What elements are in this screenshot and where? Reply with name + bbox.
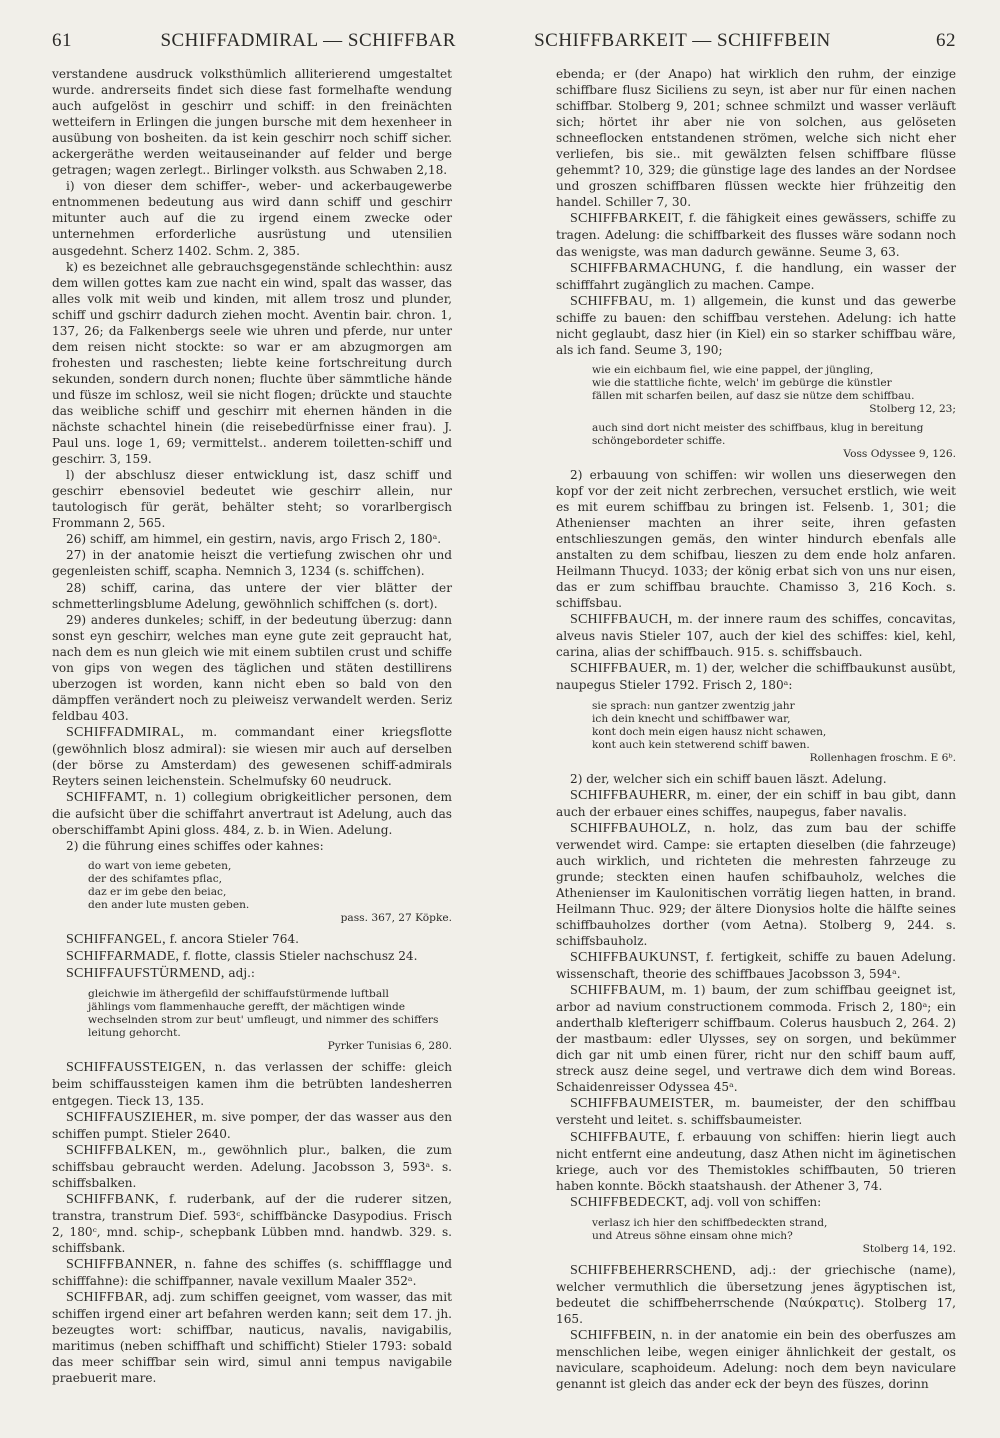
headword: SCHIFFBARKEIT,	[570, 211, 684, 227]
headword: SCHIFFBEIN,	[570, 1327, 656, 1343]
right-column	[556, 66, 956, 1392]
headword: SCHIFFBALKEN,	[66, 1142, 177, 1158]
quotation-line: fällen mit scharfen beilen, auf dasz sie nütze dem schiffbau.	[592, 389, 915, 402]
quotation-line: wie die stattliche fichte, welch' im gebürge die künstler	[592, 376, 892, 389]
headword: SCHIFFAUSSTEIGEN,	[66, 1060, 206, 1076]
entry-text: k) es bezeichnet alle gebrauchsgegenstände schlechthin: ausz dem willen gottes kam zue nacht ein wind, spalt das wasser, das alles volk mit weib und kinden, mit allem trosz und plunder, schiff und gschirr dadurch ziehen mocht. Aventin bair. chron. 1, 137, 26; da Falkenbergs seele wie uhren und pferde, nur unter dem reisen nicht stockte: so war er am abzugmorgen am frohesten und raschesten; liebte keine fortschreitung durch sekunden, sondern durch nonen; fluchte über sämmtliche hände und füsze im schlosz, weil sie nicht flogen; drückte und stauchte das weibliche schiff und geschirr mit ehernen händen in die nächste schachtel hinein (die reisebedürfnisse einer frau). J. Paul uns. loge 1, 69; vermittelst.. anderem toiletten-schiff und geschirr. 3, 159.	[52, 259, 452, 467]
headword: SCHIFFBANK,	[66, 1191, 159, 1207]
entry-text: 28) schiff, carina, das untere der vier blätter der schmetterlingsblume Adelung, gewöhnlich schiffchen (s. dort).	[52, 580, 452, 611]
quotation-line: verlasz ich hier den schiffbedeckten strand,	[592, 1216, 828, 1229]
dictionary-entry	[556, 787, 956, 820]
dictionary-entry	[556, 982, 956, 1095]
entry-text: n. 1) collegium obrigkeitlicher personen, dem die aufsicht über die schiffahrt anvertraut ist Adelung, auch das oberschiffambt Apini gloss. 484, z. b. in Wien. Adelung.	[52, 790, 452, 838]
entry-text: f. ancora Stieler 764.	[165, 932, 299, 947]
entry-text: m. commandant einer kriegsflotte (gewöhnlich blosz admiral): sie wiesen mir auch auf derselben (der börse zu Amsterdam) des gewesenen schiff-admirals Reyters seinen leichenstein. Schelmufsky 60 neudruck.	[52, 724, 452, 789]
entry-text: 2) die führung eines schiffes oder kahnes:	[66, 839, 324, 854]
quotation-line: jählings vom flammenhauche gerefft, der mächtigen winde	[88, 1001, 406, 1014]
headword: SCHIFFBAUKUNST,	[570, 950, 700, 966]
left-column	[52, 66, 452, 1392]
dictionary-entry	[52, 1109, 452, 1142]
dictionary-entry	[556, 1095, 956, 1128]
entry-paragraph	[52, 547, 452, 579]
dictionary-entry	[556, 1327, 956, 1392]
dictionary-entry	[556, 1194, 956, 1211]
headword: SCHIFFBAUER,	[570, 661, 671, 677]
headword: SCHIFFBEDECKT,	[570, 1194, 688, 1210]
entry-paragraph	[52, 467, 452, 531]
headword: SCHIFFBAUTE,	[570, 1129, 671, 1145]
entry-paragraph	[52, 66, 452, 178]
entry-text: verstandene ausdruck volksthümlich alliterierend umgestaltet wurde. andrerseits findet sich diese fast formelhafte wendung auch aufgelöst in geschirr und schiff: in den freinächten wetteifern in Erlingen die jungen bursche mit dem hexenheer in ausübung von bosheiten. da ist kein geschirr noch schiff sicher. ackergeräthe werden weitauseinander auf felder und berge getragen; wagen zerlegt.. Birlinger volksth. aus Schwaben 2,18.	[52, 67, 452, 178]
entry-paragraph	[556, 66, 956, 210]
headword: SCHIFFARMADE,	[66, 949, 180, 965]
dictionary-entry	[556, 1129, 956, 1194]
headword: SCHIFFBAR,	[66, 1290, 148, 1306]
dictionary-entry	[556, 611, 956, 660]
dictionary-entry	[52, 1142, 452, 1191]
dictionary-entry	[556, 210, 956, 259]
entry-text: i) von dieser dem schiffer-, weber- und ackerbaugewerbe entnommenen bedeutung aus wird dann schiff und geschirr mitunter auch auf die zu irgend einem zwecke oder unternehmen erforderliche ausrüstung und utensilien ausgedehnt. Scherz 1402. Schm. 2, 385.	[52, 179, 452, 258]
dictionary-entry	[556, 293, 956, 358]
quotation-line: der des schifamtes pflac,	[88, 873, 222, 886]
entry-text: 29) anderes dunkeles; schiff, in der bedeutung überzug: dann sonst eyn geschirr, welches man eyne gute zeit gepraucht hat, nach dem es nun gleich wie mit einem subtilen crust und schiffe von gips von wegen des täglichen und stäten destillirens uberzogen ist worden, kann nicht eben so bald von den dämpffen verändert noch zu pleiweisz verwandelt werden. Seriz feldbau 403.	[52, 612, 452, 723]
entry-text: l) der abschlusz dieser entwicklung ist, dasz schiff und geschirr ebensoviel bedeutet wie geschirr allein, nur tautologisch für gerät, behälter steht; so vorarlbergisch Frommann 2, 565.	[52, 468, 452, 531]
headword: SCHIFFADMIRAL,	[66, 724, 185, 740]
entry-paragraph	[556, 771, 956, 787]
quotation-block	[592, 700, 956, 765]
dictionary-entry	[52, 1256, 452, 1289]
dictionary-entry	[52, 931, 452, 948]
entry-text: f. die fähigkeit eines gewässers, schiffe zu tragen. Adelung: die schiffbarkeit des flusses wäre sodann noch das wenigste, was man dadurch gewänne. Seume 3, 63.	[556, 211, 956, 259]
quotation-source: Rollenhagen froschm. E 6ᵇ.	[809, 751, 956, 764]
entry-text: m. 1) baum, der zum schiffbau geeignet ist, arbor ad navium constructionem commoda. Frisch 2, 180ᵃ; ein anderthalb klefterigerr schiffbaum. Colerus hausbuch 2, 264. 2) der mastbaum: edler Ulysses, sey on sorgen, und bekümmer dich gar nit umb einen fürer, richt nur den schiff baum auff, streck ausz deine segel, und vertrawe dich dem wind Boreas. Schaidenreisser Odyssea 45ᵃ.	[556, 983, 956, 1095]
entry-paragraph	[52, 178, 452, 258]
entry-text: 2) der, welcher sich ein schiff bauen läszt. Adelung.	[570, 771, 887, 786]
headword: SCHIFFANGEL,	[66, 932, 166, 948]
right-running-title: SCHIFFBARKEIT — SCHIFFBEIN	[534, 30, 831, 51]
headword: SCHIFFBAUMEISTER,	[570, 1096, 714, 1112]
entry-paragraph	[52, 531, 452, 547]
headword: SCHIFFBANNER,	[66, 1257, 178, 1272]
entry-text: adj.:	[224, 966, 256, 981]
quotation-line: auch sind dort nicht meister des schiffbaus, klug in bereitung	[592, 421, 924, 434]
dictionary-entry	[52, 1191, 452, 1256]
quotation-line: schöngebordeter schiffe.	[592, 434, 726, 447]
entry-text: n. holz, das zum bau der schiffe verwendet wird. Campe: sie ertapten dieselben (die fahrzeuge) auch wirklich, und richteten die mehresten fahrzeuge zu grunde; steckten einen haufen schifbauholz, welches die Athenienser im Kaulonitischen vorrätig liegen hatten, in brand. Heilmann Thuc. 929; der ältere Dionysios holte die hälfte seines schiffbauholzes dorther (vom Aetna). Stolberg 9, 244. s. schiffsbauholz.	[556, 820, 956, 948]
quotation-line: wechselnden strom zur beut' umfleugt, und nimmer des schiffers	[88, 1014, 439, 1027]
quotation-source: Stolberg 14, 192.	[862, 1242, 956, 1255]
headword: SCHIFFBAUHERR,	[570, 787, 691, 803]
dictionary-entry	[52, 948, 452, 965]
entry-text: m. 1) der, welcher die schiffbaukunst ausübt, naupegus Stieler 1792. Frisch 2, 180ᵃ:	[556, 661, 956, 693]
headword: SCHIFFAUSZIEHER,	[66, 1109, 197, 1125]
entry-text: adj. voll von schiffen:	[687, 1194, 822, 1209]
quotation-line: daz er im gebe den beiac,	[88, 886, 227, 899]
entry-text: m. baumeister, der den schiffbau versteht und leitet. s. schiffsbaumeister.	[556, 1096, 956, 1128]
running-header	[52, 30, 956, 52]
headword: SCHIFFBAUHOLZ,	[570, 820, 691, 836]
quotation-line: leitung gehorcht.	[88, 1027, 181, 1040]
entry-paragraph	[52, 259, 452, 468]
quotation-line: ich dein knecht und schiffbawer war,	[592, 712, 791, 725]
entry-text: f. erbauung von schiffen: hierin liegt auch nicht entfernt eine andeutung, dasz Athen nicht im äginetischen kriege, auch vor des Themistokles schiffbauten, 50 trieren haben konnte. Böckh staatshaush. der Athener 3, 74.	[556, 1129, 956, 1193]
headword: SCHIFFBARMACHUNG,	[570, 260, 726, 276]
entry-paragraph	[52, 838, 452, 854]
headword: SCHIFFBAU,	[570, 293, 653, 309]
dictionary-entry	[556, 1262, 956, 1327]
quotation-block	[88, 860, 452, 925]
entry-text: f. flotte, classis Stieler nachschusz 24.	[179, 949, 418, 964]
entry-text: m., gewöhnlich plur., balken, die zum schiffsbau gebraucht werden. Adelung. Jacobsson 3, 593ᵃ. s. schiffsbalken.	[52, 1142, 452, 1190]
headword: SCHIFFBAUM,	[570, 983, 666, 999]
entry-paragraph	[556, 467, 956, 611]
headword: SCHIFFAMT,	[66, 790, 149, 806]
quotation-source: Voss Odyssee 9, 126.	[843, 447, 956, 460]
quotation-line: kont auch kein stetwerend schiff bawen.	[592, 738, 810, 751]
dictionary-entry	[52, 724, 452, 789]
dictionary-entry	[556, 820, 956, 949]
quotation-block	[592, 422, 956, 461]
quotation-source: Stolberg 12, 23;	[869, 402, 956, 415]
entry-text: m. 1) allgemein, die kunst und das gewerbe schiffe zu bauen: den schiffbau verstehen. Adelung: ich hatte nicht geglaubt, dasz hier (in Kiel) ein so starker schiffbau wäre, als ich fand. Seume 3, 190;	[556, 293, 956, 357]
entry-paragraph	[52, 612, 452, 724]
entry-text: m. der innere raum des schiffes, concavitas, alveus navis Stieler 107, auch der kiel des schiffes: kiel, kehl, carina, alias der schiffbauch. 915. s. schiffsbauch.	[556, 612, 956, 660]
entry-text: n. das verlassen der schiffe: gleich beim schiffaussteigen kamen ihm die betrübten landesherren entgegen. Tieck 13, 135.	[52, 1060, 452, 1108]
entry-text: n. in der anatomie ein bein des oberfuszes am menschlichen leibe, wegen einiger ähnlichkeit der gestalt, os naviculare, scaphoideum. Adelung: noch dem beyn naviculare genannt ist gleich das ander eck der beyn des füszes, dorinn	[556, 1327, 956, 1392]
left-page-number: 61	[52, 30, 72, 51]
headword: SCHIFFBEHERRSCHEND,	[570, 1262, 737, 1278]
dictionary-entry	[556, 260, 956, 293]
dictionary-entry	[52, 965, 452, 982]
quotation-block	[592, 364, 956, 416]
entry-text: ebenda; er (der Anapo) hat wirklich den ruhm, der einzige schiffbare flusz Siciliens zu seyn, ist aber nur für einen nachen schiffbar. Stolberg 9, 201; schnee schmilzt und wasser verläuft sich; hörtet ihr aber nie von solchen, aus gelöseten schneeflocken entstandenen strömen, welche sich nicht eher verliefen, bis sie.. mit gewälzten felsen schiffbare flüsse gehemmt? 10, 329; die günstige lage des landes an der Nordsee und groszen schiffbaren flüssen weckte hier frühzeitig den handel. Schiller 7, 30.	[556, 67, 956, 210]
headword: SCHIFFBAUCH,	[570, 612, 673, 628]
entry-text: f. ruderbank, auf der die ruderer sitzen, transtra, transtrum Dief. 593ᶜ, schiffbäncke Dasypodius. Frisch 2, 180ᶜ, mnd. schip-, schepbank Lübben mnd. handwb. 329. s. schiffsbank.	[52, 1191, 452, 1255]
dictionary-entry	[52, 1059, 452, 1108]
entry-text: n. fahne des schiffes (s. schiffflagge und schifffahne): die schiffpanner, navale vexillum Maaler 352ᵃ.	[52, 1257, 452, 1289]
entry-text: 26) schiff, am himmel, ein gestirn, navis, argo Frisch 2, 180ᵃ.	[66, 532, 442, 547]
left-running-title: SCHIFFADMIRAL — SCHIFFBAR	[160, 30, 456, 51]
dictionary-entry	[556, 660, 956, 693]
quotation-block	[88, 988, 452, 1053]
quotation-block	[592, 1217, 956, 1256]
quotation-source: pass. 367, 27 Köpke.	[340, 912, 452, 925]
quotation-line: wie ein eichbaum fiel, wie eine pappel, der jüngling,	[592, 363, 874, 376]
dictionary-entry	[52, 1289, 452, 1386]
entry-text: m. sive pomper, der das wasser aus den schiffen pumpt. Stieler 2640.	[52, 1109, 452, 1141]
entry-text: 27) in der anatomie heiszt die vertiefung zwischen ohr und gegenleisten schiff, scapha. Nemnich 3, 1234 (s. schiffchen).	[52, 548, 452, 579]
quotation-line: do wart von ieme gebeten,	[88, 860, 232, 873]
entry-text: adj. zum schiffen geeignet, vom wasser, das mit schiffen irgend einer art befahren werden kann; seit dem 17. jh. bezeugtes wort: schiffbar, nauticus, navalis, navigabilis, maritimus (neben schiffhaft und schifficht) Stieler 1793: sobald das meer schiffbar sein wird, simul anni tempus navigabile praebuerit mare.	[52, 1290, 452, 1386]
quotation-line: gleichwie im äthergefild der schiffaufstürmende luftball	[88, 988, 389, 1001]
entry-text: adj.: der griechische (name), welcher vermuthlich die übersetzung jenes ägyptischen ist, bedeutet die schiffbeherrschende (Ναύκρατις). Stolberg 17, 165.	[556, 1262, 956, 1326]
quotation-source: Pyrker Tunisias 6, 280.	[327, 1040, 452, 1053]
entry-text: f. die handlung, ein wasser der schifffahrt zugänglich zu machen. Campe.	[556, 260, 956, 292]
entry-text: m. einer, der ein schiff in bau gibt, dann auch der erbauer eines schiffes, naupegus, faber navalis.	[556, 787, 956, 819]
entry-text: 2) erbauung von schiffen: wir wollen uns dieserwegen den kopf vor der zeit nicht zerbrechen, versuchet erstlich, wie weit es mit eurem schiffbau zu bringen ist. Felsenb. 1, 301; die Athenienser machten an ihrer seite, ihren gefasten entschlieszungen gemäs, den winter hindurch ebenfals alle anstalten zu dem schifbau, lieszen zu dem ende holz anfaren. Heilmann Thucyd. 1033; der könig erbat sich von uns nur eisen, das er zum schiffbau brauchte. Chamisso 3, 216 Koch. s. schiffsbau.	[556, 467, 956, 611]
dictionary-entry	[556, 949, 956, 982]
dictionary-entry	[52, 789, 452, 838]
right-page-number: 62	[936, 30, 956, 51]
headword: SCHIFFAUFSTÜRMEND,	[66, 966, 225, 982]
entry-text: f. fertigkeit, schiffe zu bauen Adelung. wissenschaft, theorie des schiffbaues Jacobsson 3, 594ᵃ.	[556, 950, 956, 982]
quotation-line: kont doch mein eigen hausz nicht schawen,	[592, 725, 827, 738]
entry-paragraph	[52, 580, 452, 612]
quotation-line: sie sprach: nun gantzer zwentzig jahr	[592, 699, 795, 712]
quotation-line: und Atreus söhne einsam ohne mich?	[592, 1229, 793, 1242]
quotation-line: den ander lute musten geben.	[88, 899, 250, 912]
